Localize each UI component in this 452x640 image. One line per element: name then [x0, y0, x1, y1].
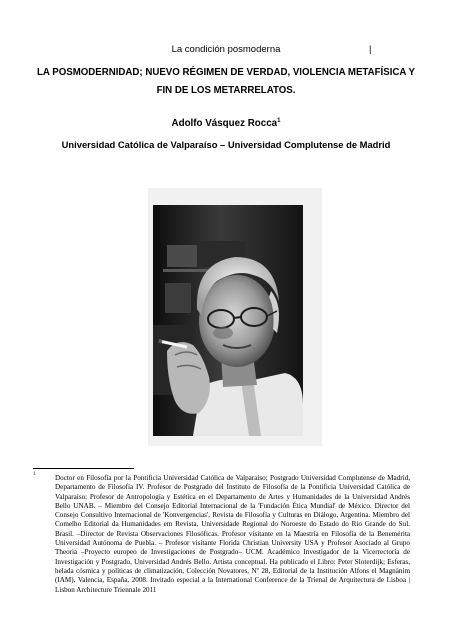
running-header-title: La condición posmoderna	[171, 44, 281, 55]
footnote-text: Doctor en Filosofía por la Pontificia Universidad Católica de Valparaíso; Postgrado Universidad Complutense de Madrid, Departamento de Filosofía IV. Profesor de Postgrado del Instituto de Filosofía de la Pontificia Universidad Católica de Valparaíso; Profesor de Antropología y Estética en el Departamento de Artes y Humanidades de la Universidad Andrés Bello UNAB. – Miembro del Consejo Editorial Internacional de la 'Fundación Ética Mundial' de México. Director del Consejo Consultivo Internacional de 'Konvergencias', Revista de Filosofía y Culturas en Diálogo, Argentina. Miembro del Comelho Editorial da Humanidades em Revista, Universidade Regional do Noroeste do Estado do Rio Grande do Sul. Brasil. –Director de Revista Observaciones Filosóficas. Profesor visitante en la Maestría en Filosofía de la Benemérita Universidad Autónoma de Puebla. – Profesor visitante Florida Christian University USA y Profesor Asociado al Grupo Theoria –Proyecto europeo de Investigaciones de Postgrado– UCM. Académico Investigador de la Vicerrectoría de Investigación y Postgrado, Universidad Andrés Bello. Artista conceptual. Ha publicado el Libro: Peter Sloterdijk; Esferas, helada cósmica y políticas de climatización, Colección Novatores, Nº 28, Editorial de la Institución Alfons el Magnànim (IAM), Valencia, España, 2008. Invitado especial a la International Conference de la Trienal de Arquitectura de Lisboa | Lisbon Architecture Triennale 2011	[55, 474, 410, 594]
footnote-reference: 1	[277, 118, 281, 124]
author-line	[0, 118, 452, 129]
article-title-line-1: LA POSMODERNIDAD; NUEVO RÉGIMEN DE VERDAD, VIOLENCIA METAFÍSICA Y	[36, 67, 415, 78]
footnote-separator	[33, 468, 134, 469]
portrait-photo-illustration	[153, 205, 303, 436]
footnote-marker: 1	[33, 472, 36, 477]
article-title-line-2: FIN DE LOS METARRELATOS.	[156, 85, 296, 96]
author-name: Adolfo Vásquez Rocca	[171, 118, 278, 129]
page-number: |	[369, 44, 372, 55]
author-affiliation: Universidad Católica de Valparaíso – Universidad Complutense de Madrid	[61, 139, 391, 150]
article-title	[22, 64, 430, 100]
portrait-photo-icon	[153, 205, 303, 436]
